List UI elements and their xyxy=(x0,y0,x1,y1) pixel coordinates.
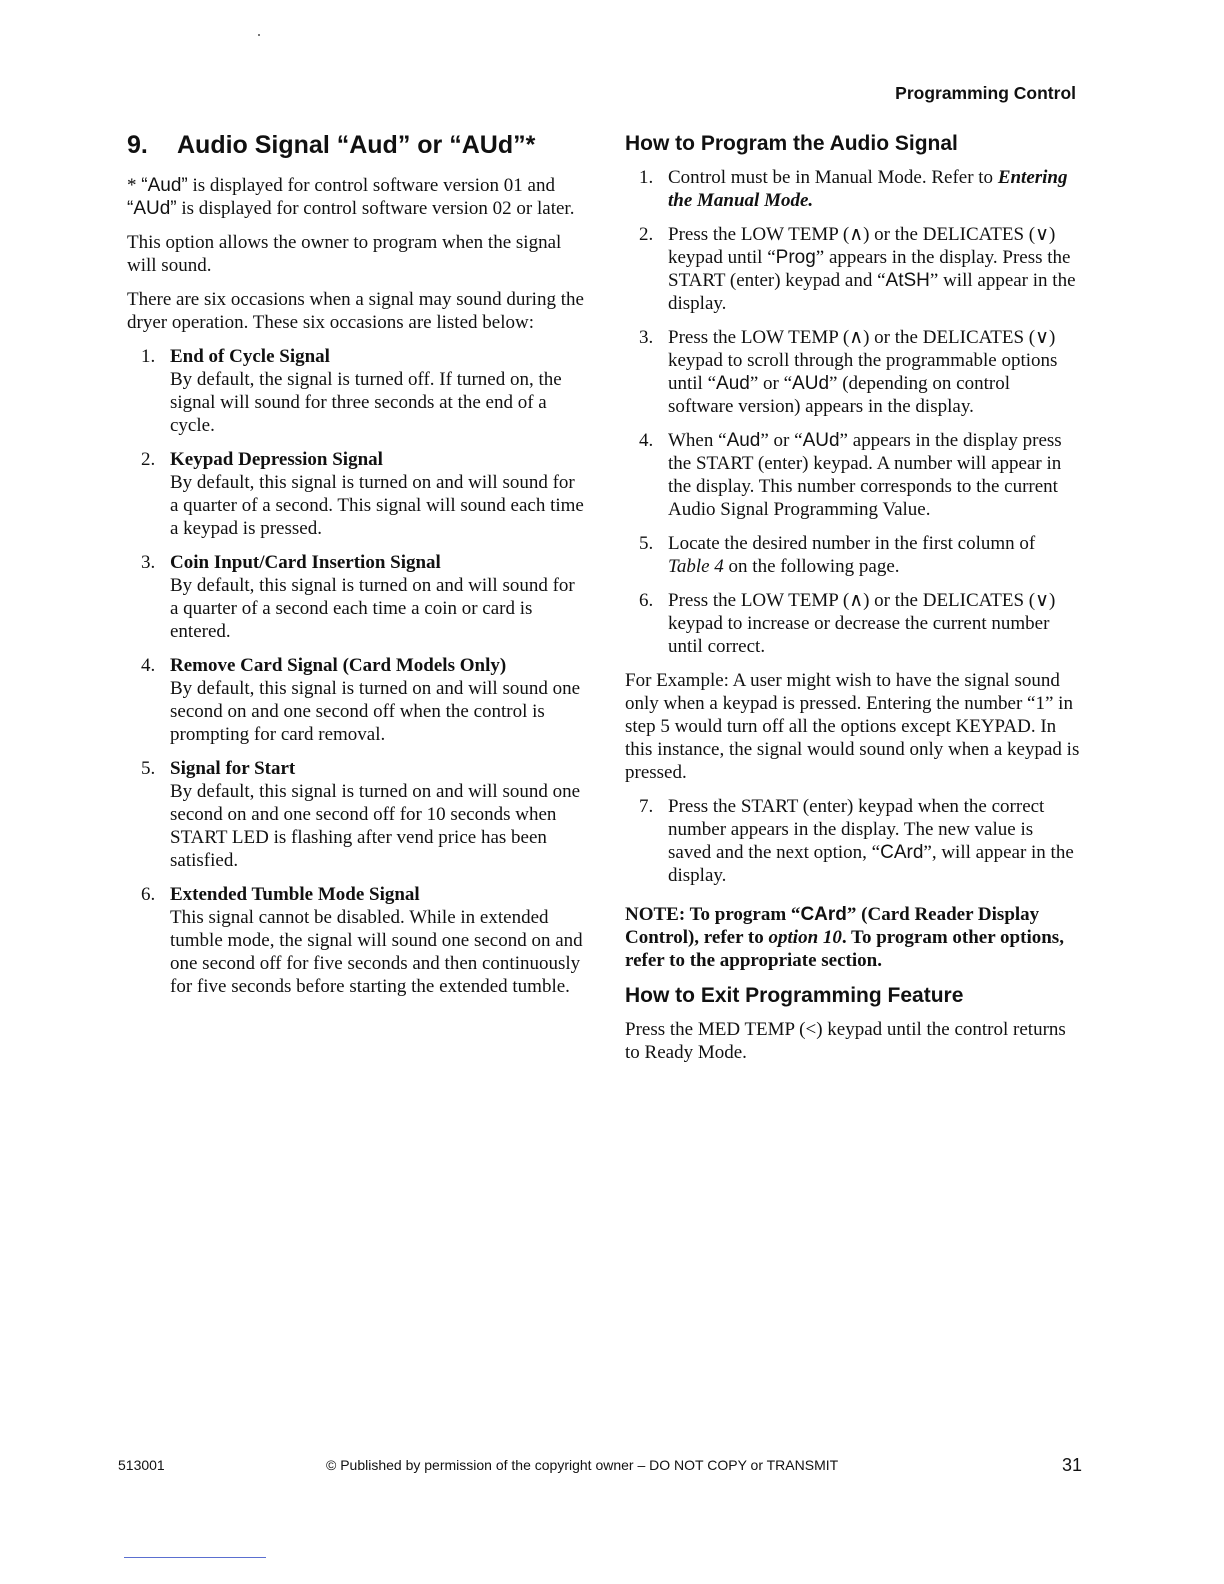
intro-paragraph: This option allows the owner to program when the signal will sound. xyxy=(127,232,562,276)
step-item xyxy=(625,326,1080,418)
item-number: 2. xyxy=(141,449,156,470)
doc-number: 513001 xyxy=(118,1457,165,1473)
step-text: Control must be in Manual Mode. Refer to xyxy=(668,167,998,188)
item-body: By default, the signal is turned off. If turned on, the signal will sound for three seconds at the end of a cycle. xyxy=(170,369,562,436)
item-title: Signal for Start xyxy=(170,758,296,779)
left-column xyxy=(127,128,587,1009)
right-column xyxy=(625,128,1080,1075)
occasions-paragraph: There are six occasions when a signal may sound during the dryer operation. These six occasions are listed below: xyxy=(127,289,584,333)
display-code: CArd xyxy=(880,842,924,863)
program-heading: How to Program the Audio Signal xyxy=(625,132,958,155)
code-aud: “Aud” xyxy=(141,175,188,196)
step-text: ” appears in the display. Press the START (enter) keypad and “ xyxy=(668,247,1071,291)
code-aud-alt: “AUd” xyxy=(127,198,177,219)
step-number: 1. xyxy=(639,167,654,188)
step-text: Locate the desired number in the first column of xyxy=(668,533,1036,554)
step-number: 5. xyxy=(639,533,654,554)
step-number: 7. xyxy=(639,796,654,817)
footnote-star: * xyxy=(127,175,142,196)
step-text: When “ xyxy=(668,430,727,451)
note-block xyxy=(625,903,1080,972)
note-text: NOTE: To program “ xyxy=(625,904,801,925)
item-number: 1. xyxy=(141,346,156,367)
list-item xyxy=(127,345,587,437)
display-code: CArd xyxy=(800,904,847,925)
item-number: 5. xyxy=(141,758,156,779)
item-title: End of Cycle Signal xyxy=(170,346,330,367)
step-text: on the following page. xyxy=(723,556,900,577)
item-body: By default, this signal is turned on and will sound for a quarter of a second each time a coin or card is entered. xyxy=(170,575,575,642)
program-steps-continued xyxy=(625,795,1080,887)
list-item xyxy=(127,448,587,540)
copyright-notice: © Published by permission of the copyright owner – DO NOT COPY or TRANSMIT xyxy=(326,1457,839,1473)
running-head: Programming Control xyxy=(895,83,1076,103)
list-item xyxy=(127,551,587,643)
step-item xyxy=(625,223,1080,315)
option-reference: option 10 xyxy=(768,927,842,948)
step-text: . xyxy=(808,190,814,211)
step-text: Press the LOW TEMP (∧) or the DELICATES (∨) keypad to increase or decrease the current number until correct. xyxy=(668,590,1056,657)
step-item xyxy=(625,589,1080,658)
step-text: ” or “ xyxy=(760,430,803,451)
page-number: 31 xyxy=(1061,1455,1082,1475)
bottom-rule xyxy=(124,1557,266,1558)
step-text: ”, will appear in the display. xyxy=(668,842,1074,886)
item-body: This signal cannot be disabled. While in extended tumble mode, the signal will sound one second on and one second off for five seconds and then continuously for five seconds before starting the extended tumble. xyxy=(170,907,583,997)
list-item xyxy=(127,654,587,746)
note-text: . To program other options, refer to the appropriate section. xyxy=(625,927,1064,971)
step-text: Press the LOW TEMP (∧) or the DELICATES (∨) keypad until “ xyxy=(668,224,1056,268)
step-text: ” will appear in the display. xyxy=(668,270,1076,314)
exit-paragraph: Press the MED TEMP (<) keypad until the control returns to Ready Mode. xyxy=(625,1019,1066,1063)
table-reference: Table 4 xyxy=(668,556,724,577)
item-body: By default, this signal is turned on and will sound one second on and one second off when the control is prompting for card removal. xyxy=(170,678,581,745)
step-item xyxy=(625,166,1080,212)
step-text: ” or “ xyxy=(749,373,793,394)
display-code: AtSH xyxy=(885,270,930,291)
exit-heading: How to Exit Programming Feature xyxy=(625,984,964,1007)
display-code: AUd xyxy=(792,373,830,394)
step-item xyxy=(625,795,1080,887)
item-title: Extended Tumble Mode Signal xyxy=(170,884,420,905)
section-title: Audio Signal “Aud” or “AUd”* xyxy=(177,131,536,159)
step-number: 4. xyxy=(639,430,654,451)
footnote-text: is displayed for control software version 01 and xyxy=(187,175,555,196)
display-code: AUd xyxy=(802,430,840,451)
item-title: Keypad Depression Signal xyxy=(170,449,383,470)
display-code: Aud xyxy=(716,373,750,394)
step-text: Press the START (enter) keypad when the correct number appears in the display. The new value is saved and the next option, “ xyxy=(668,796,1045,863)
step-number: 3. xyxy=(639,327,654,348)
section-number: 9. xyxy=(127,131,148,159)
item-body: By default, this signal is turned on and will sound one second on and one second off for 10 seconds when START LED is flashing after vend price has been satisfied. xyxy=(170,781,581,871)
signal-list xyxy=(127,345,587,998)
program-steps xyxy=(625,166,1080,658)
item-title: Coin Input/Card Insertion Signal xyxy=(170,552,441,573)
step-item xyxy=(625,429,1080,521)
note-text: ” (Card Reader Display Control), refer to xyxy=(625,904,1040,948)
display-code: Aud xyxy=(726,430,761,451)
step-number: 2. xyxy=(639,224,654,245)
scan-speck xyxy=(258,34,260,36)
list-item xyxy=(127,757,587,872)
item-title: Remove Card Signal (Card Models Only) xyxy=(170,655,507,676)
footnote-paragraph xyxy=(127,174,587,220)
list-item xyxy=(127,883,587,998)
example-paragraph: For Example: A user might wish to have the signal sound only when a keypad is pressed. Entering the number “1” in step 5 would turn off all the options except KEYPAD. In this instance, the signal would sound only when a keypad is pressed. xyxy=(625,670,1080,783)
step-text: ” appears in the display press the START (enter) keypad. A number will appear in the display. This number corresponds to the current Audio Signal Programming Value. xyxy=(668,430,1062,520)
cross-reference: Entering the Manual Mode xyxy=(668,167,1068,211)
item-number: 4. xyxy=(141,655,156,676)
item-body: By default, this signal is turned on and will sound for a quarter of a second. This signal will sound each time a keypad is pressed. xyxy=(170,472,584,539)
step-text: Press the LOW TEMP (∧) or the DELICATES (∨) keypad to scroll through the programmable options until “ xyxy=(668,327,1058,394)
item-number: 6. xyxy=(141,884,156,905)
section-heading xyxy=(127,131,587,160)
display-code: Prog xyxy=(775,247,816,268)
step-text: ” (depending on control software version) appears in the display. xyxy=(668,373,1010,417)
step-number: 6. xyxy=(639,590,654,611)
item-number: 3. xyxy=(141,552,156,573)
step-item xyxy=(625,532,1080,578)
footnote-text-end: is displayed for control software version 02 or later. xyxy=(176,198,575,219)
